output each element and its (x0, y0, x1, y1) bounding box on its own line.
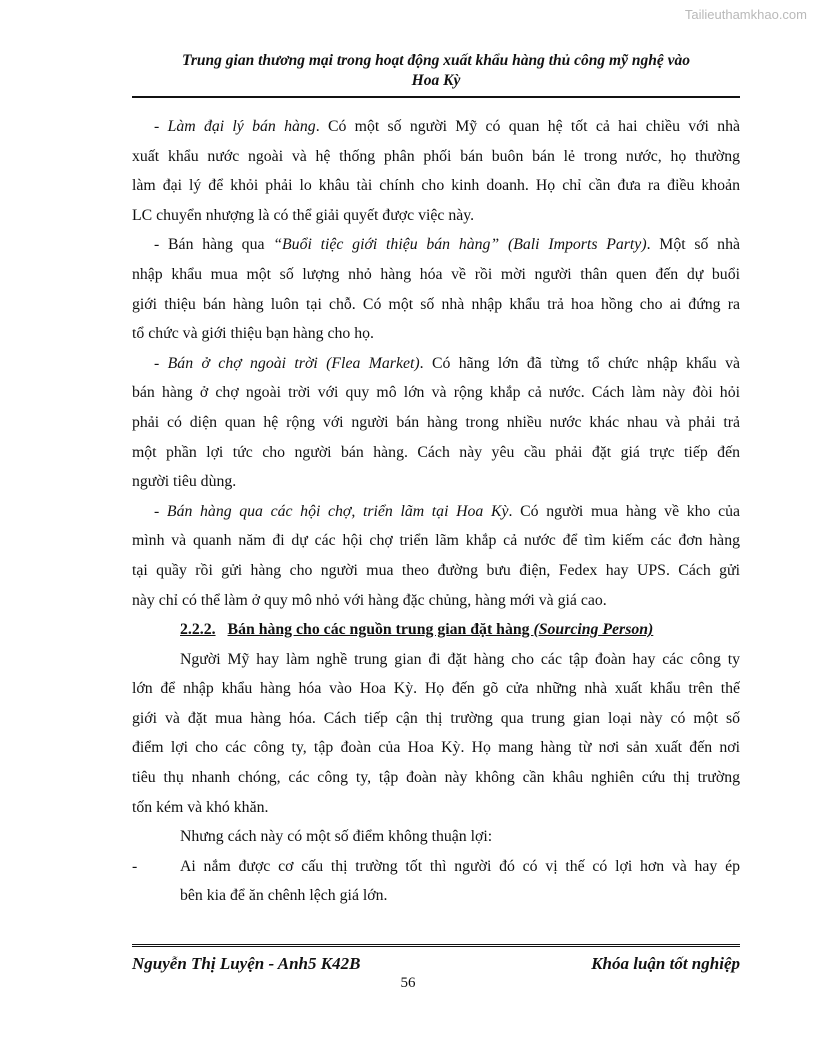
paragraph-line: tiêu thụ nhanh chóng, các công ty, tập đoàn này không cần khâu nghiên cứu thị trường (132, 769, 740, 787)
section-title: Bán hàng cho các nguồn trung gian đặt hàng (227, 621, 534, 639)
text-run: . Một số nhà (646, 236, 740, 254)
page-header (132, 51, 740, 91)
paragraph-line: phải có diện quan hệ rộng với người bán hàng trong nhiều nước khác nhau và phải trả (132, 413, 740, 431)
italic-phrase: Bán ở chợ ngoài trời (Flea Market) (167, 354, 420, 372)
paragraph-line: Người Mỹ hay làm nghề trung gian đi đặt hàng cho các tập đoàn hay các công ty (180, 650, 740, 668)
dash: - (154, 118, 168, 135)
paragraph-line (132, 497, 740, 527)
paragraph-line: lớn để nhập khẩu hàng hóa vào Hoa Kỳ. Họ đến gõ cửa những nhà xuất khẩu trên thế (132, 680, 740, 698)
paragraph-line: làm đại lý để khỏi phải lo khâu tài chính cho kinh doanh. Họ chỉ cần đưa ra điều khoản (132, 177, 740, 195)
paragraph-line: giới và đặt mua hàng hóa. Cách tiếp cận thị trường qua trung gian loại này có một số (132, 709, 740, 727)
footer-rule (132, 944, 740, 947)
paragraph-line (132, 349, 740, 379)
page-number: 56 (400, 975, 416, 991)
dash: - (154, 502, 167, 520)
italic-phrase: “Buổi tiệc giới thiệu bán hàng” (Bali Imports Party) (273, 236, 647, 254)
paragraph-line: tổ chức và giới thiệu bạn hàng cho họ. (132, 325, 374, 343)
header-rule (132, 96, 740, 98)
document-body (132, 112, 740, 911)
paragraph-line: điểm lợi cho các công ty, tập đoàn của Hoa Kỳ. Họ mang hàng từ nơi sản xuất đến nơi (132, 739, 740, 757)
paragraph-line: tốn kém và khó khăn. (132, 798, 269, 816)
header-title-line1: Trung gian thương mại trong hoạt động xuất khẩu hàng thủ công mỹ nghệ vào (181, 52, 690, 69)
paragraph-line (132, 112, 740, 142)
text-run: - Bán hàng qua (154, 236, 274, 254)
text-run: . Có hãng lớn đã từng tổ chức nhập khẩu và (419, 354, 740, 372)
paragraph-line: Nhưng cách này có một số điểm không thuận lợi: (180, 828, 493, 846)
paragraph-line: xuất khẩu nước ngoài và hệ thống phân phối bán buôn bán lẻ trong nước, họ thường (132, 147, 740, 165)
section-number: 2.2.2. (180, 621, 216, 639)
list-item-text: Ai nắm được cơ cấu thị trường tốt thì người đó có vị thế có lợi hơn và hay ép (180, 857, 740, 875)
italic-phrase: Làm đại lý bán hàng (167, 118, 316, 135)
paragraph-line: này chỉ có thể làm ở quy mô nhỏ với hàng đặc chủng, hàng mới và giá cao. (132, 591, 607, 609)
section-subtitle: (Sourcing Person) (533, 621, 654, 639)
list-item (132, 852, 740, 882)
list-item-continuation: bên kia để ăn chênh lệch giá lớn. (180, 887, 388, 905)
text-run: . Có người mua hàng về kho của (508, 502, 740, 520)
watermark: Tailieuthamkhao.com (684, 7, 807, 22)
header-title-line2: Hoa Kỳ (411, 72, 461, 89)
bullet-dash: - (132, 857, 138, 875)
italic-phrase: Bán hàng qua các hội chợ, triển lãm tại Hoa Kỳ (166, 502, 509, 520)
footer-doc-type: Khóa luận tốt nghiệp (591, 954, 740, 973)
paragraph-line: người tiêu dùng. (132, 473, 237, 491)
section-heading (132, 615, 740, 645)
paragraph-line: LC chuyển nhượng là có thể giải quyết được việc này. (132, 206, 475, 224)
paragraph-line (132, 230, 740, 260)
paragraph-line: nhập khẩu mua một số lượng nhỏ hàng hóa về rồi mời người thân quen đến dự buổi (132, 265, 740, 283)
paragraph-line: bán hàng ở chợ ngoài trời với quy mô lớn và rộng khắp cả nước. Cách làm này đòi hỏi (132, 384, 740, 402)
paragraph-line: giới thiệu bán hàng luôn tại chỗ. Có một số nhà nhập khẩu trả hoa hồng cho ai đứng ra (132, 295, 740, 313)
dash: - (154, 354, 168, 372)
footer-author: Nguyễn Thị Luyện - Anh5 K42B (132, 954, 361, 973)
paragraph-line: một phần lợi tức cho người bán hàng. Cách này yêu cầu phải đặt giá trực tiếp đến (132, 443, 740, 461)
paragraph-line: tại quầy rồi gửi hàng cho người mua theo đường bưu điện, Fedex hay UPS. Cách gửi (132, 561, 740, 579)
text-run: . Có một số người Mỹ có quan hệ tốt cả hai chiều với nhà (315, 118, 740, 135)
paragraph-line: mình và quanh năm đi dự các hội chợ triển lãm khắp cả nước để tìm kiếm các đơn hàng (132, 532, 740, 550)
